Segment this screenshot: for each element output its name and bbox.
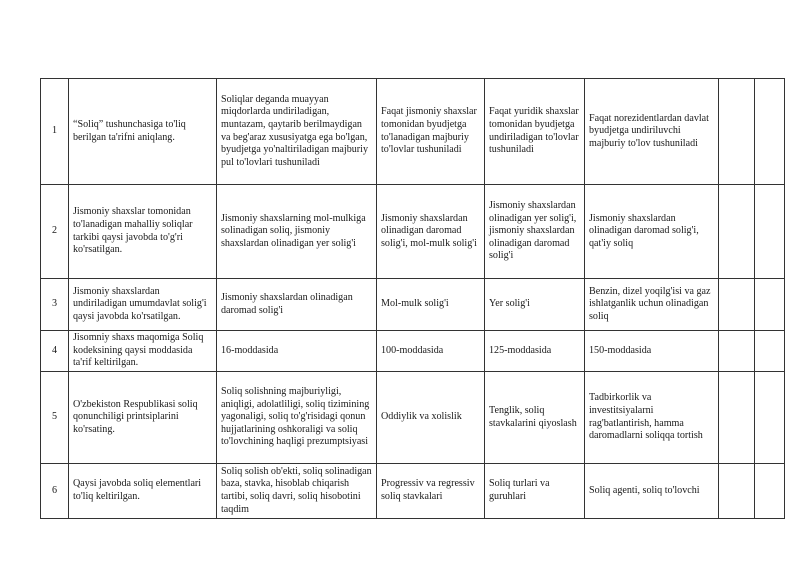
answer-a-cell: 16-moddasida xyxy=(217,331,377,372)
empty-cell xyxy=(755,331,785,372)
answer-c-cell: 125-moddasida xyxy=(485,331,585,372)
answer-d-cell: 150-moddasida xyxy=(585,331,719,372)
empty-cell xyxy=(755,372,785,464)
empty-cell xyxy=(719,372,755,464)
answer-d-cell: Faqat norezidentlardan davlat byudjetga undiriluvchi majburiy to'lov tushuniladi xyxy=(585,79,719,185)
question-cell: “Soliq” tushunchasiga to'liq berilgan ta'rifni aniqlang. xyxy=(69,79,217,185)
answer-a-cell: Jismoniy shaxslarning mol-mulkiga solinadigan soliq, jismoniy shaxslardan olinadigan yer solig'i xyxy=(217,185,377,279)
table-row xyxy=(41,279,785,331)
empty-cell xyxy=(719,464,755,519)
answer-d-cell: Tadbirkorlik va investitsiyalarni rag'batlantirish, hamma daromadlarni soliqqa tortish xyxy=(585,372,719,464)
answer-c-cell: Soliq turlari va guruhlari xyxy=(485,464,585,519)
answer-c-cell: Jismoniy shaxslardan olinadigan yer solig'i, jismoniy shaxslardan olinadigan daromad solig'i xyxy=(485,185,585,279)
answer-b-cell: Faqat jismoniy shaxslar tomonidan byudjetga to'lanadigan majburiy to'lovlar tushuniladi xyxy=(377,79,485,185)
answer-b-cell: 100-moddasida xyxy=(377,331,485,372)
question-cell: Qaysi javobda soliq elementlari to'liq keltirilgan. xyxy=(69,464,217,519)
answer-b-cell: Oddiylik va xolislik xyxy=(377,372,485,464)
answer-a-cell: Soliqlar deganda muayyan miqdorlarda undiriladigan, muntazam, qaytarib berilmaydigan va beg'araz xususiyatga ega bo'lgan, byudjetga yo'naltiriladigan majburiy pul to'lovlari tushuniladi xyxy=(217,79,377,185)
row-number: 2 xyxy=(41,185,69,279)
row-number: 5 xyxy=(41,372,69,464)
answer-c-cell: Tenglik, soliq stavkalarini qiyoslash xyxy=(485,372,585,464)
answer-d-cell: Benzin, dizel yoqilg'isi va gaz ishlatganlik uchun olinadigan soliq xyxy=(585,279,719,331)
row-number: 3 xyxy=(41,279,69,331)
question-cell: Jismoniy shaxslardan undiriladigan umumdavlat solig'i qaysi javobda ko'rsatilgan. xyxy=(69,279,217,331)
table-row xyxy=(41,372,785,464)
question-cell: Jismoniy shaxslar tomonidan to'lanadigan mahalliy soliqlar tarkibi qaysi javobda to'g'ri ko'rsatilgan. xyxy=(69,185,217,279)
answer-b-cell: Mol-mulk solig'i xyxy=(377,279,485,331)
row-number: 6 xyxy=(41,464,69,519)
table-row xyxy=(41,185,785,279)
answer-b-cell: Progressiv va regressiv soliq stavkalari xyxy=(377,464,485,519)
table-row xyxy=(41,464,785,519)
empty-cell xyxy=(755,279,785,331)
empty-cell xyxy=(755,79,785,185)
empty-cell xyxy=(719,185,755,279)
table-row xyxy=(41,79,785,185)
answer-d-cell: Jismoniy shaxslardan olinadigan daromad solig'i, qat'iy soliq xyxy=(585,185,719,279)
row-number: 1 xyxy=(41,79,69,185)
answer-a-cell: Soliq solishning majburiyligi, aniqligi, adolatliligi, soliq tizimining yagonaligi, soliq to'g'risidagi qonun hujjatlarining oshkoraligi va soliq to'lovchining haqligi prezumptsiyasi xyxy=(217,372,377,464)
empty-cell xyxy=(719,331,755,372)
empty-cell xyxy=(719,279,755,331)
answer-b-cell: Jismoniy shaxslardan olinadigan daromad solig'i, mol-mulk solig'i xyxy=(377,185,485,279)
answer-a-cell: Soliq solish ob'ekti, soliq solinadigan baza, stavka, hisoblab chiqarish tartibi, soliq davri, soliq hisobotini taqdim xyxy=(217,464,377,519)
table-row xyxy=(41,331,785,372)
answer-d-cell: Soliq agenti, soliq to'lovchi xyxy=(585,464,719,519)
questions-table xyxy=(40,78,785,519)
empty-cell xyxy=(755,185,785,279)
empty-cell xyxy=(755,464,785,519)
answer-c-cell: Yer solig'i xyxy=(485,279,585,331)
row-number: 4 xyxy=(41,331,69,372)
empty-cell xyxy=(719,79,755,185)
question-cell: O'zbekiston Respublikasi soliq qonunchiligi printsiplarini ko'rsating. xyxy=(69,372,217,464)
question-cell: Jisomniy shaxs maqomiga Soliq kodeksining qaysi moddasida ta'rif keltirilgan. xyxy=(69,331,217,372)
answer-a-cell: Jismoniy shaxslardan olinadigan daromad solig'i xyxy=(217,279,377,331)
answer-c-cell: Faqat yuridik shaxslar tomonidan byudjetga undiriladigan to'lovlar tushuniladi xyxy=(485,79,585,185)
